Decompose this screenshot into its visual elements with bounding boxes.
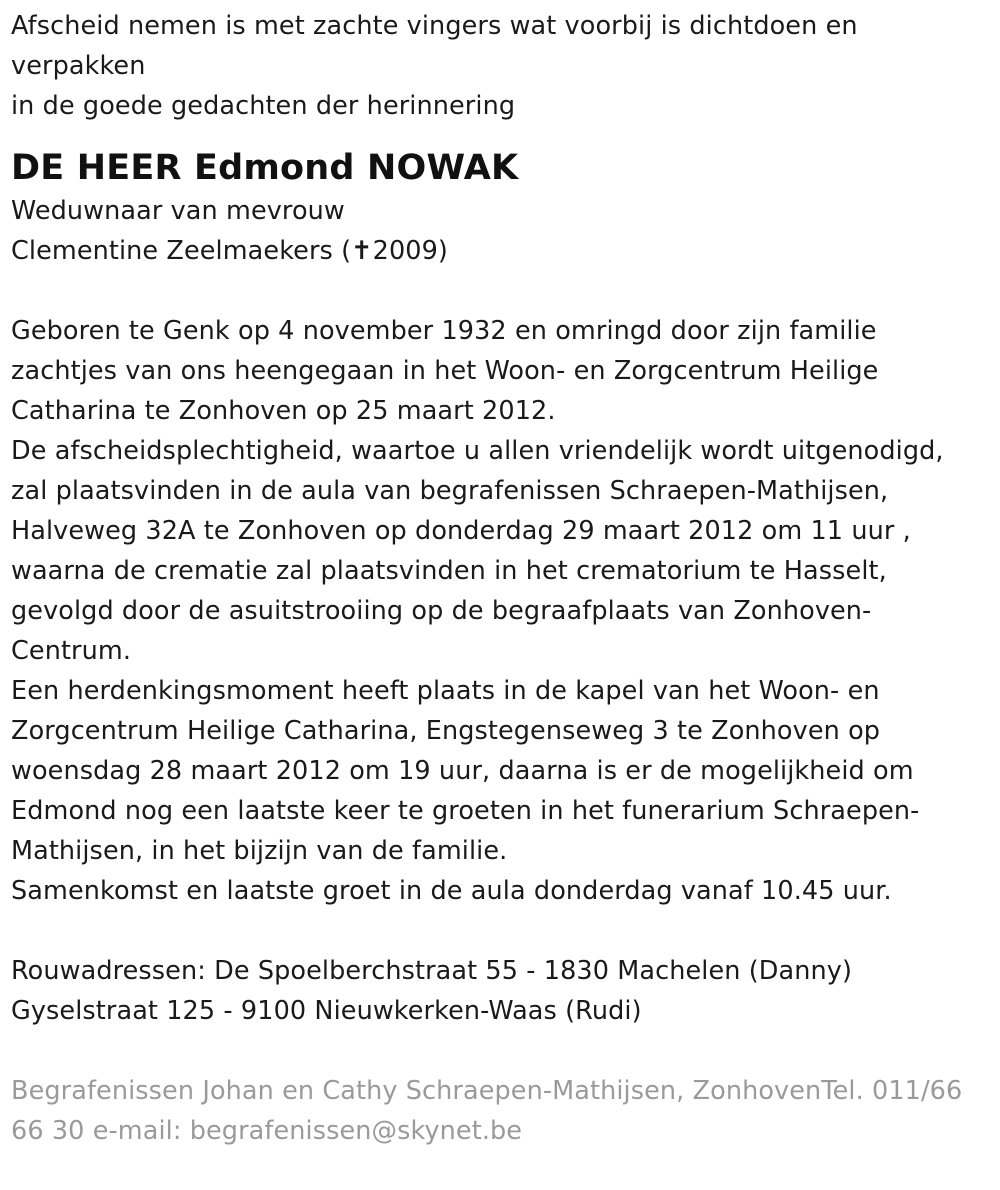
body-line: De afscheidsplechtigheid, waartoe u allen vriendelijk wordt uitgenodigd,	[11, 436, 944, 466]
body-line: zal plaatsvinden in de aula van begrafenissen Schraepen-Mathijsen,	[11, 476, 889, 506]
body-line: Centrum.	[11, 636, 132, 666]
address-line: Rouwadressen: De Spoelberchstraat 55 - 1830 Machelen (Danny)	[11, 956, 852, 986]
mourning-addresses	[11, 951, 991, 1031]
funeral-home-footer	[11, 1071, 991, 1151]
obituary-body	[11, 311, 991, 911]
intro-line: verpakken	[11, 51, 146, 81]
body-line: Een herdenkingsmoment heeft plaats in de kapel van het Woon- en	[11, 676, 880, 706]
intro-line: Afscheid nemen is met zachte vingers wat voorbij is dichtdoen en	[11, 11, 858, 41]
intro-line: in de goede gedachten der herinnering	[11, 91, 516, 121]
body-line: Samenkomst en laatste groet in de aula donderdag vanaf 10.45 uur.	[11, 876, 892, 906]
body-line: Geboren te Genk op 4 november 1932 en omringd door zijn familie	[11, 316, 877, 346]
body-line: woensdag 28 maart 2012 om 19 uur, daarna is er de mogelijkheid om	[11, 756, 914, 786]
spacer	[11, 911, 991, 951]
body-line: gevolgd door de asuitstrooiing op de begraafplaats van Zonhoven-	[11, 596, 872, 626]
footer-line: Begrafenissen Johan en Cathy Schraepen-Mathijsen, ZonhovenTel. 011/66	[11, 1076, 963, 1106]
spacer	[11, 1031, 991, 1071]
spouse-name-line: Clementine Zeelmaekers (✝2009)	[11, 236, 448, 266]
obituary-notice	[11, 6, 991, 1151]
body-line: Zorgcentrum Heilige Catharina, Engstegenseweg 3 te Zonhoven op	[11, 716, 881, 746]
address-line: Gyselstraat 125 - 9100 Nieuwkerken-Waas (Rudi)	[11, 996, 642, 1026]
body-line: Edmond nog een laatste keer te groeten in het funerarium Schraepen-	[11, 796, 920, 826]
spacer	[11, 271, 991, 311]
deceased-name: DE HEER Edmond NOWAK	[11, 148, 519, 188]
spouse-line: Weduwnaar van mevrouw	[11, 196, 345, 226]
body-line: zachtjes van ons heengegaan in het Woon- en Zorgcentrum Heilige	[11, 356, 879, 386]
intro-poem	[11, 6, 991, 126]
body-line: Mathijsen, in het bijzijn van de familie.	[11, 836, 508, 866]
footer-contact-line: 66 30 e-mail: begrafenissen@skynet.be	[11, 1116, 523, 1146]
body-line: Catharina te Zonhoven op 25 maart 2012.	[11, 396, 556, 426]
body-line: waarna de crematie zal plaatsvinden in het crematorium te Hasselt,	[11, 556, 887, 586]
body-line: Halveweg 32A te Zonhoven op donderdag 29 maart 2012 om 11 uur ,	[11, 516, 911, 546]
